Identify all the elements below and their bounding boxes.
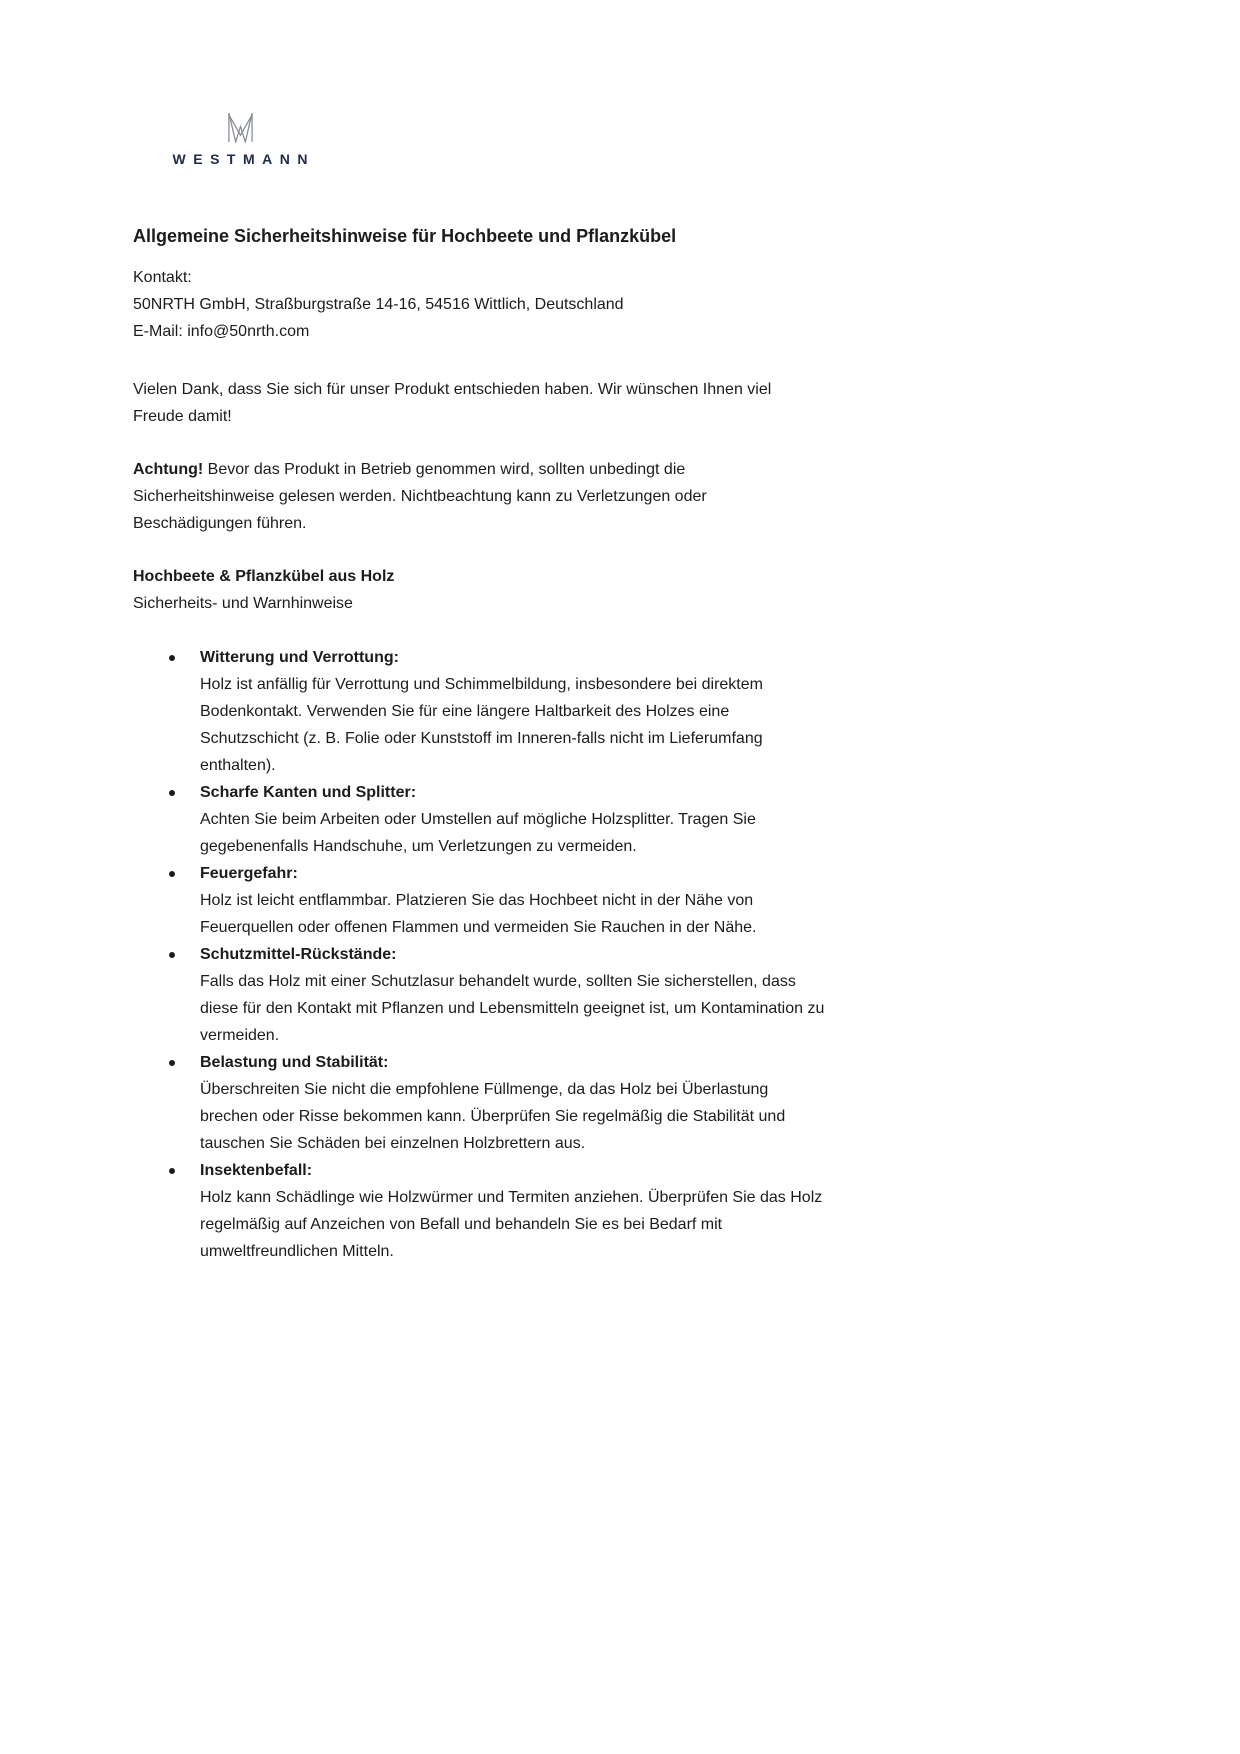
bullet-text-line: diese für den Kontakt mit Pflanzen und Lebensmitteln geeignet ist, um Kontamination zu bbox=[200, 1000, 825, 1017]
bullet-text bbox=[200, 1076, 1073, 1157]
bullet-text-line: Überschreiten Sie nicht die empfohlene Füllmenge, da das Holz bei Überlastung bbox=[200, 1081, 769, 1098]
bullet-text-line: regelmäßig auf Anzeichen von Befall und behandeln Sie es bei Bedarf mit bbox=[200, 1216, 723, 1233]
section-heading: Hochbeete & Pflanzkübel aus Holz bbox=[133, 568, 395, 585]
bullet-text-line: enthalten). bbox=[200, 757, 276, 774]
bullet-text-line: Achten Sie beim Arbeiten oder Umstellen auf mögliche Holzsplitter. Tragen Sie bbox=[200, 811, 756, 828]
document-content bbox=[133, 0, 1073, 1265]
bullet-text-line: gegebenenfalls Handschuhe, um Verletzungen zu vermeiden. bbox=[200, 838, 637, 855]
safety-bullet-item bbox=[133, 779, 1073, 860]
safety-bullet-item bbox=[133, 1049, 1073, 1157]
warning-line: Bevor das Produkt in Betrieb genommen wird, sollten unbedingt die bbox=[207, 461, 686, 478]
bullet-text bbox=[200, 806, 1073, 860]
page-title: Allgemeine Sicherheitshinweise für Hochbeete und Pflanzkübel bbox=[133, 226, 677, 246]
intro-line: Freude damit! bbox=[133, 408, 232, 425]
bullet-text-line: umweltfreundlichen Mitteln. bbox=[200, 1243, 394, 1260]
bullet-text-line: Holz ist leicht entflammbar. Platzieren Sie das Hochbeet nicht in der Nähe von bbox=[200, 892, 754, 909]
warning-line: Beschädigungen führen. bbox=[133, 515, 307, 532]
bullet-title: Schutzmittel-Rückstände: bbox=[200, 946, 397, 963]
bullet-title: Feuergefahr: bbox=[200, 865, 298, 882]
bullet-text-line: Feuerquellen oder offenen Flammen und vermeiden Sie Rauchen in der Nähe. bbox=[200, 919, 757, 936]
bullet-text-line: Schutzschicht (z. B. Folie oder Kunststoff im Inneren-falls nicht im Lieferumfang bbox=[200, 730, 763, 747]
intro-paragraph bbox=[133, 376, 1073, 430]
bullet-text-line: tauschen Sie Schäden bei einzelnen Holzbrettern aus. bbox=[200, 1135, 586, 1152]
bullet-text-line: Holz ist anfällig für Verrottung und Schimmelbildung, insbesondere bei direktem bbox=[200, 676, 763, 693]
safety-bullet-item bbox=[133, 860, 1073, 941]
section-subheading: Sicherheits- und Warnhinweise bbox=[133, 595, 353, 612]
bullet-text bbox=[200, 968, 1073, 1049]
warning-label: Achtung! bbox=[133, 461, 204, 478]
safety-bullet-item bbox=[133, 1157, 1073, 1265]
bullet-title: Scharfe Kanten und Splitter: bbox=[200, 784, 417, 801]
contact-address: 50NRTH GmbH, Straßburgstraße 14-16, 54516 Wittlich, Deutschland bbox=[133, 296, 624, 313]
contact-label: Kontakt: bbox=[133, 269, 192, 286]
bullet-text-line: Holz kann Schädlinge wie Holzwürmer und Termiten anziehen. Überprüfen Sie das Holz bbox=[200, 1189, 823, 1206]
safety-bullet-item bbox=[133, 941, 1073, 1049]
bullet-text-line: brechen oder Risse bekommen kann. Überprüfen Sie regelmäßig die Stabilität und bbox=[200, 1108, 786, 1125]
contact-block bbox=[133, 264, 1073, 345]
safety-bullet-item bbox=[133, 644, 1073, 779]
intro-line: Vielen Dank, dass Sie sich für unser Produkt entschieden haben. Wir wünschen Ihnen viel bbox=[133, 381, 772, 398]
bullet-title: Witterung und Verrottung: bbox=[200, 649, 399, 666]
bullet-title: Insektenbefall: bbox=[200, 1162, 313, 1179]
section-heading-block bbox=[133, 563, 1073, 617]
bullet-text-line: Falls das Holz mit einer Schutzlasur behandelt wurde, sollten Sie sicherstellen, dass bbox=[200, 973, 796, 990]
bullet-text bbox=[200, 671, 1073, 779]
warning-paragraph bbox=[133, 456, 1073, 537]
bullet-text bbox=[200, 1184, 1073, 1265]
bullet-text bbox=[200, 887, 1073, 941]
brand-name: WESTMANN bbox=[172, 151, 315, 167]
bullet-title: Belastung und Stabilität: bbox=[200, 1054, 389, 1071]
contact-email: E-Mail: info@50nrth.com bbox=[133, 323, 310, 340]
safety-bullet-list bbox=[133, 644, 1073, 1265]
bullet-text-line: vermeiden. bbox=[200, 1027, 280, 1044]
bullet-text-line: Bodenkontakt. Verwenden Sie für eine längere Haltbarkeit des Holzes eine bbox=[200, 703, 730, 720]
warning-line: Sicherheitshinweise gelesen werden. Nichtbeachtung kann zu Verletzungen oder bbox=[133, 488, 707, 505]
